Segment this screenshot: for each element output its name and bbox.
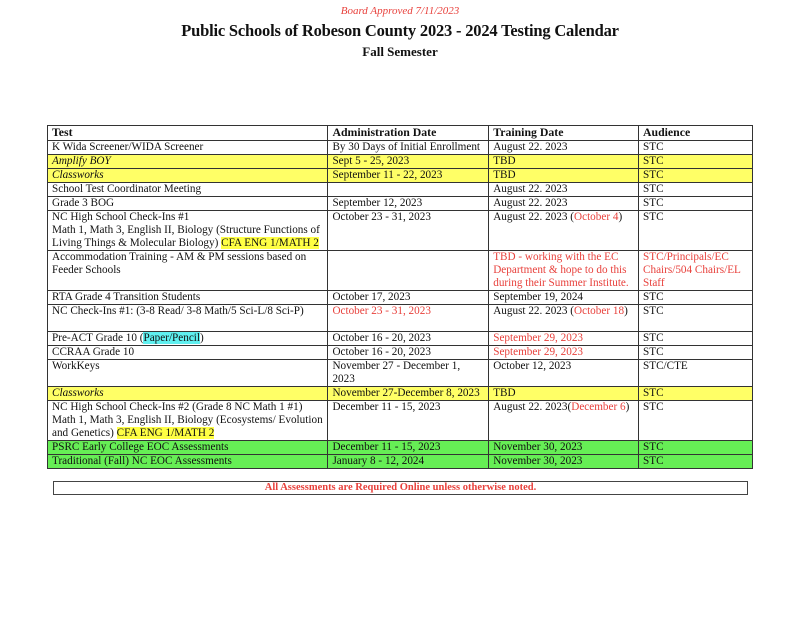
cell-training-date: August 22. 2023(December 6) (489, 401, 639, 441)
column-header-training-date: Training Date (489, 126, 639, 141)
cell-training-date: November 30, 2023 (489, 455, 639, 469)
cell-admin-date: October 23 - 31, 2023 (328, 211, 489, 251)
cell-test: Classworks (48, 387, 328, 401)
table-row (48, 211, 753, 251)
cell-test: Amplify BOY (48, 155, 328, 169)
cell-audience: STC (639, 332, 753, 346)
table-header-row (48, 126, 753, 141)
column-header-audience: Audience (639, 126, 753, 141)
cell-training-date: August 22. 2023 (489, 141, 639, 155)
cell-audience: STC (639, 455, 753, 469)
cell-training-date: August 22. 2023 (October 4) (489, 211, 639, 251)
cell-test: NC Check-Ins #1: (3-8 Read/ 3-8 Math/5 Sci-L/8 Sci-P) (48, 305, 328, 332)
cell-training-date: TBD (489, 169, 639, 183)
cell-audience: STC (639, 401, 753, 441)
cell-audience: STC (639, 291, 753, 305)
cell-training-date: September 19, 2024 (489, 291, 639, 305)
table-row (48, 305, 753, 332)
page-subtitle: Fall Semester (362, 44, 438, 59)
cell-audience: STC (639, 141, 753, 155)
cell-test: Classworks (48, 169, 328, 183)
table-row (48, 183, 753, 197)
training-date: August 22. 2023 (493, 211, 568, 223)
training-date: August 22. 2023 (493, 305, 568, 317)
table-row (48, 346, 753, 360)
column-header-admin-date: Administration Date (328, 126, 489, 141)
cell-training-date: August 22. 2023 (October 18) (489, 305, 639, 332)
cell-training-date: September 29, 2023 (489, 332, 639, 346)
cell-test: CCRAA Grade 10 (48, 346, 328, 360)
cell-audience: STC (639, 346, 753, 360)
table-row (48, 332, 753, 346)
cell-admin-date (328, 251, 489, 291)
test-line-1: NC High School Check-Ins #2 (Grade 8 NC Math 1 #1) (52, 401, 303, 413)
cell-audience: STC (639, 155, 753, 169)
page-title: Public Schools of Robeson County 2023 - 2024 Testing Calendar (181, 21, 619, 40)
cfa-highlight: CFA ENG 1/MATH 2 (116, 427, 215, 439)
test-line-2: Math 1, Math 3, English II, Biology (Ecosystems/ Evolution and Genetics) (52, 414, 323, 439)
cell-admin-date: November 27 - December 1, 2023 (328, 360, 489, 387)
cell-test (48, 211, 328, 251)
cell-training-date: TBD (489, 155, 639, 169)
cell-audience: STC (639, 169, 753, 183)
cfa-highlight: CFA ENG 1/MATH 2 (221, 237, 319, 249)
board-approved-note: Board Approved 7/11/2023 (340, 5, 460, 17)
cell-admin-date (328, 183, 489, 197)
cell-admin-date: October 16 - 20, 2023 (328, 332, 489, 346)
cell-admin-date: September 11 - 22, 2023 (328, 169, 489, 183)
cell-admin-date: November 27-December 8, 2023 (328, 387, 489, 401)
cell-training-date: August 22. 2023 (489, 183, 639, 197)
cell-test: Accommodation Training - AM & PM sessions based on Feeder Schools (48, 251, 328, 291)
cell-admin-date: Sept 5 - 25, 2023 (328, 155, 489, 169)
table-row (48, 455, 753, 469)
cell-audience: STC (639, 387, 753, 401)
test-line-2: Math 1, Math 3, English II, Biology (Structure Functions of Living Things & Molecular Biology) (52, 224, 320, 249)
cell-test: PSRC Early College EOC Assessments (48, 441, 328, 455)
training-note: December 6 (571, 401, 626, 413)
test-line-1: NC High School Check-Ins #1 (52, 211, 190, 223)
table-row (48, 141, 753, 155)
cell-admin-date: By 30 Days of Initial Enrollment (328, 141, 489, 155)
table-row (48, 155, 753, 169)
cell-training-date: August 22. 2023 (489, 197, 639, 211)
online-assessment-note: All Assessments are Required Online unless otherwise noted. (53, 481, 748, 495)
cell-test: WorkKeys (48, 360, 328, 387)
cell-test: Grade 3 BOG (48, 197, 328, 211)
cell-test: RTA Grade 4 Transition Students (48, 291, 328, 305)
cell-admin-date: October 17, 2023 (328, 291, 489, 305)
table-row (48, 251, 753, 291)
cell-audience: STC/CTE (639, 360, 753, 387)
cell-training-date: September 29, 2023 (489, 346, 639, 360)
cell-test: Pre-ACT Grade 10 (Paper/Pencil) (48, 332, 328, 346)
cell-admin-date: December 11 - 15, 2023 (328, 441, 489, 455)
cell-admin-date: October 23 - 31, 2023 (328, 305, 489, 332)
cell-admin-date: September 12, 2023 (328, 197, 489, 211)
training-note: October 4 (574, 211, 619, 223)
table-row (48, 169, 753, 183)
test-name: Pre-ACT Grade 10 (52, 332, 137, 344)
cell-audience: STC (639, 197, 753, 211)
table-row (48, 387, 753, 401)
cell-audience: STC/Principals/EC Chairs/504 Chairs/EL Staff (639, 251, 753, 291)
cell-training-date: November 30, 2023 (489, 441, 639, 455)
cell-training-date: TBD (489, 387, 639, 401)
cell-training-date: October 12, 2023 (489, 360, 639, 387)
training-date: August 22. 2023 (493, 401, 568, 413)
table-row (48, 197, 753, 211)
cell-audience: STC (639, 305, 753, 332)
table-row (48, 441, 753, 455)
table-row (48, 401, 753, 441)
cell-admin-date: December 11 - 15, 2023 (328, 401, 489, 441)
cell-audience: STC (639, 183, 753, 197)
cell-test: School Test Coordinator Meeting (48, 183, 328, 197)
cell-admin-date: January 8 - 12, 2024 (328, 455, 489, 469)
cell-audience: STC (639, 441, 753, 455)
table-row (48, 291, 753, 305)
cell-training-date: TBD - working with the EC Department & hope to do this during their Summer Institute. (489, 251, 639, 291)
cell-test (48, 401, 328, 441)
cell-test: K Wida Screener/WIDA Screener (48, 141, 328, 155)
testing-calendar-table (47, 125, 753, 469)
paper-pencil-highlight: Paper/Pencil (143, 332, 201, 344)
column-header-test: Test (48, 126, 328, 141)
cell-admin-date: October 16 - 20, 2023 (328, 346, 489, 360)
table-row (48, 360, 753, 387)
cell-audience: STC (639, 211, 753, 251)
training-note: October 18 (574, 305, 625, 317)
cell-test: Traditional (Fall) NC EOC Assessments (48, 455, 328, 469)
